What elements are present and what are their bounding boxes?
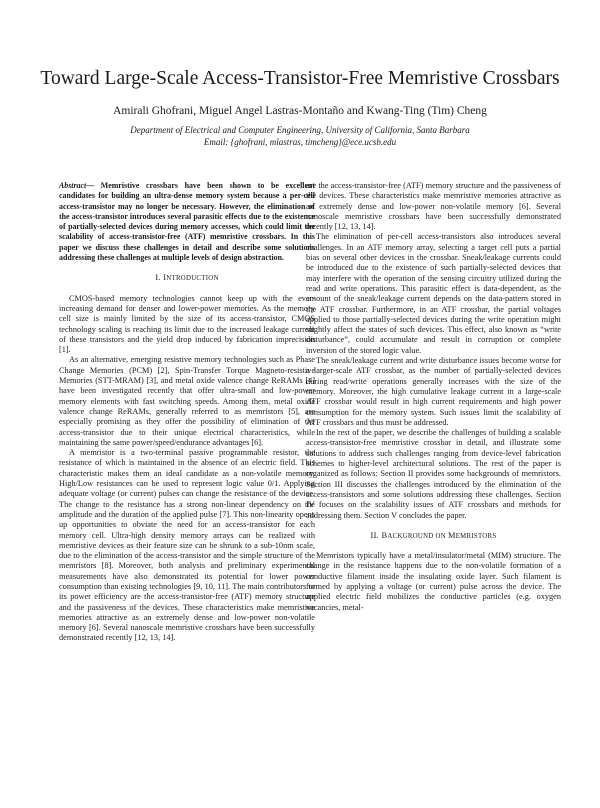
intro-paragraph-3: A memristor is a two-terminal passive programmable resistor, the resistance of which is maintained in the absence of an electric field. This characteristic makes them an ideal candidate as a non-volatile memory. High/Low resistances can be used to represent logic value 0/1. Applying adequate voltage (or current) pulses can change the resistance of the device. The change to the resistance has a strong non-linear dependency on the amplitude and the duration of the applied pulse [7]. This non-linearity opens up opportunities to obviate the need for an access-transistor for each memory cell. Ultra-high density memory arrays can be realized with memristive devices as their feature size can be shrunk to a sub-10nm scale, due to the elimination of the access-transistor and the simple structure of the memristors [8]. Moreover, both analysis and preliminary experimental measurements have also demonstrated its potential for lower power consumption than existing technologies [9, 10, 11]. The main contributors to its power efficiency are the access-transistor-free (ATF) memory structure and the passiveness of the devices. These characteristics make memristive memories attractive as an extremely dense and low-power non-volatile memory [6]. Several nanoscale memristive crossbars have been successfully demonstrated recently [12, 13, 14]. <box>59 448 315 643</box>
intro-paragraph-4: The elimination of per-cell access-transistors also introduces several challenges. In an ATF memory array, selecting a target cell puts a partial bias on several other devices in the crossbar. Sneak/leakage currents could be introduced due to the existence of such partially-selected devices that may interfere with the operation of the sensing circuitry utilized during the read and write operations. This parasitic effect is data-dependent, as the amount of the sneak/leakage current depends on the data-pattern stored in the ATF crossbar. Furthermore, in an ATF crossbar, the partial voltages applied to those partially-selected devices during the write operation might slightly affect the states of such devices. This effect, also known as “write disturbance”, could accumulate and result in corruption or complete inversion of the stored logic value. <box>306 232 561 355</box>
paper-title: Toward Large-Scale Access-Transistor-Free Memristive Crossbars <box>40 68 560 89</box>
intro-paragraph-5: The sneak/leakage current and write disturbance issues become worse for a larger-scale ATF crossbar, as the number of partially-selected devices during read/write operations generally increases with the size of the memory. Moreover, the high cumulative leakage current in a large-scale ATF crossbar would result in high current requirements and high power consumption for the memory system. Such issues limit the scalability of ATF crossbars and thus must be addressed. <box>306 356 561 427</box>
intro-paragraph-3-continued: are the access-transistor-free (ATF) memory structure and the passiveness of the devices. These characteristics make memristive memories attractive as an extremely dense and low-power non-volatile memory [6]. Several nanoscale memristive crossbars have been successfully demonstrated recently [12, 13, 14]. <box>306 181 561 232</box>
right-column <box>306 181 561 613</box>
email: Email: {ghofrani, mlastras, timcheng}@ece.ucsb.edu <box>203 137 397 147</box>
abstract-text: — Memristive crossbars have been shown to be excellent candidates for building an ultra-dense memory system because a per-cell access-transistor may no longer be necessary. However, the elimination of the access-transistor introduces several parasitic effects due to the existence of partially-selected devices during memory accesses, which could limit the scalability of access-transistor-free (ATF) memristive crossbars. In this paper we discuss these challenges in detail and describe some solutions addressing these challenges at multiple levels of design abstraction. <box>59 181 315 263</box>
background-paragraph-1: Memristors typically have a metal/insulator/metal (MIM) structure. The change in the resistance happens due to the non-volatile formation of a conductive filament inside the insulating oxide layer. Such filament is formed by applying a voltage (or current) pulse across the device. The applied electric field mobilizes the conductive particles (e.g. oxygen vacancies, metal- <box>306 551 561 612</box>
left-column <box>59 181 315 808</box>
affiliation-block <box>40 124 560 148</box>
section-heading-introduction: I. INTRODUCTION <box>155 273 219 283</box>
author-list: Amirali Ghofrani, Miguel Angel Lastras-Montaño and Kwang-Ting (Tim) Cheng <box>113 105 487 117</box>
intro-paragraph-6: In the rest of the paper, we describe the challenges of building a scalable access-transistor-free memristive crossbar in detail, and illustrate some solutions to address such challenges ranging from device-level fabrication schemes to higher-level architectural solutions. The rest of the paper is organized as follows: Section II provides some backgrounds of memristors. Section III discusses the challenges introduced by the elimination of the access-transistors and some solutions addressing these challenges. Section IV focuses on the scalability issues of ATF crossbars and methods for addressing them. Section V concludes the paper. <box>306 428 561 520</box>
intro-paragraph-2: As an alternative, emerging resistive memory technologies such as Phase Change Memories (PCM) [2], Spin-Transfer Torque Magneto-resistive Memories (STT-MRAM) [3], and metal oxide valence change ReRAMs [4] have been investigated recently that offer ultra-small and low-power memory elements with fast switching speeds. Among them, metal oxide valence change ReRAMs, generally referred to as memristors [5], are especially promising as they offer the possibility of elimination of the access-transistor due to their unique electrical characteristics, while maintaining the same power/speed/endurance advantages [6]. <box>59 355 315 447</box>
section-heading-background: II. BACKGROUND ON MEMRISTORS <box>370 530 497 540</box>
abstract <box>59 181 315 263</box>
intro-paragraph-1: CMOS-based memory technologies cannot keep up with the ever-increasing demand for denser and lower-power memories. As the memory cell size is mainly limited by the size of its access-transistor, CMOS technology scaling is reaching its limit due to the increased leakage current of these transistors and the yield drop induced by fabrication imprecision [1]. <box>59 293 315 355</box>
abstract-lead: Abstract <box>59 181 87 190</box>
affiliation: Department of Electrical and Computer Engineering, University of California, Santa Barbara <box>130 125 470 135</box>
